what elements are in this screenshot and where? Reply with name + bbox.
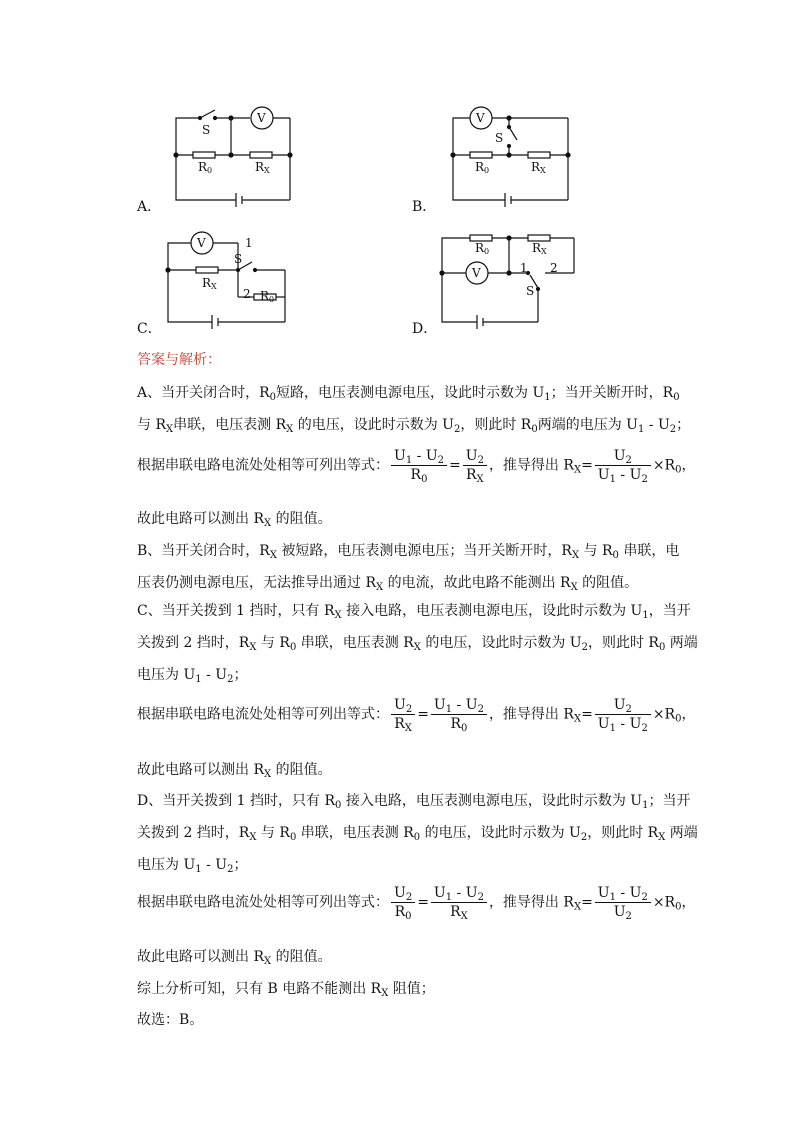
- switch-b: [509, 127, 517, 140]
- label-c-meter: V: [197, 236, 206, 250]
- para-d-line3: 电压为 $U_1 - U_2$；: [137, 857, 248, 875]
- resistor-r0-b: [470, 152, 492, 158]
- resistor-rx-b: [528, 152, 550, 158]
- resistor-rx-c: [196, 267, 218, 273]
- answer-heading: 答案与解析：: [137, 352, 221, 368]
- formula-a: 根据串联电路电流处处相等可列出等式： $\frac{U_1 - U_2}{R_0}$ = $\frac{U_2}{R_X}$ ，推导得出 $R_X=$ $\frac{U_2}{U_1 - U_2}$ $\times R_0$，: [137, 448, 696, 485]
- para-c-line1: C、当开关拨到 1 挡时，只有 $R_X$ 接入电路，电压表测电源电压，设此时示数为 $U_1$，当开: [137, 603, 691, 621]
- para-c-line2: 关拨到 2 挡时，$R_X$ 与 $R_0$ 串联，电压表测 $R_X$ 的电压，设此时示数为 $U_2$，则此时 $R_0$ 两端: [137, 635, 698, 653]
- label-d-switch: S: [526, 284, 535, 298]
- circuit-d: [440, 235, 574, 329]
- label-c-pos2: 2: [243, 287, 251, 301]
- label-b-meter: V: [476, 111, 485, 125]
- resistor-r0-a: [193, 152, 215, 158]
- switch-a: [200, 110, 215, 118]
- summary-line: 综上分析可知，只有 B 电路不能测出 $R_X$ 阻值；: [137, 981, 435, 999]
- circuit-diagrams: [0, 0, 794, 345]
- formula-d: 根据串联电路电流处处相等可列出等式： $\frac{U_2}{R_0}$ = $\frac{U_1 - U_2}{R_X}$ ，推导得出 $R_X=$ $\frac{U_1 - U_2}{U_2}$ $\times R_0$，: [137, 885, 696, 922]
- para-b-line2: 压表仍测电源电压，无法推导出通过 $R_X$ 的电流，故此电路不能测出 $R_X$ 的阻值。: [137, 575, 639, 593]
- circuit-c: [166, 232, 285, 329]
- label-d-pos2: 2: [550, 261, 558, 275]
- circuit-b: [451, 107, 570, 207]
- para-b-line1: B、当开关闭合时，$R_X$ 被短路，电压表测电源电压；当开关断开时，$R_X$ 与 $R_0$ 串联，电: [137, 543, 680, 561]
- label-c-switch: S: [234, 252, 243, 266]
- para-a-line2: 与 $R_X$串联，电压表测 $R_X$ 的电压，设此时示数为 $U_2$，则此时 $R_0$两端的电压为 $U_1 - U_2$；: [137, 417, 691, 435]
- label-b-rx: RX: [531, 160, 546, 175]
- option-a-label: A．: [137, 199, 162, 215]
- para-c-conclusion: 故此电路可以测出 $R_X$ 的阻值。: [137, 762, 332, 780]
- option-c-label: C．: [137, 321, 162, 337]
- option-d-label: D．: [412, 321, 438, 337]
- para-c-line3: 电压为 $U_1 - U_2$；: [137, 667, 248, 685]
- label-a-meter: V: [257, 111, 266, 125]
- label-a-rx: RX: [255, 160, 270, 175]
- label-c-r0: R0: [260, 289, 275, 304]
- para-d-line2: 关拨到 2 挡时，$R_X$ 与 $R_0$ 串联，电压表测 $R_0$ 的电压，设此时示数为 $U_2$，则此时 $R_X$ 两端: [137, 825, 698, 843]
- para-a-line1: A、当开关闭合时，$R_0$短路，电压表测电源电压，设此时示数为 $U_1$；当开关断开时，$R_0$: [137, 385, 680, 403]
- label-d-pos1: 1: [520, 261, 528, 275]
- label-a-r0: R0: [198, 160, 213, 175]
- label-c-rx: RX: [202, 276, 217, 291]
- circuit-a: [174, 107, 292, 207]
- label-a-switch: S: [202, 123, 211, 137]
- label-d-meter: V: [472, 266, 481, 280]
- label-d-r0: R0: [475, 241, 490, 256]
- label-c-pos1: 1: [245, 236, 253, 250]
- option-b-label: B．: [412, 199, 437, 215]
- label-d-rx: RX: [532, 241, 547, 256]
- para-d-line1: D、当开关拨到 1 挡时，只有 $R_0$ 接入电路，电压表测电源电压，设此时示数为 $U_1$；当开: [137, 793, 691, 811]
- para-a-conclusion: 故此电路可以测出 $R_X$ 的阻值。: [137, 511, 332, 529]
- formula-c: 根据串联电路电流处处相等可列出等式： $\frac{U_2}{R_X}$ = $\frac{U_1 - U_2}{R_0}$ ，推导得出 $R_X=$ $\frac{U_2}{U_1 - U_2}$ $\times R_0$，: [137, 697, 696, 734]
- final-choice: 故选：B。: [137, 1012, 204, 1028]
- label-b-r0: R0: [475, 160, 490, 175]
- label-b-switch: S: [495, 131, 504, 145]
- para-d-conclusion: 故此电路可以测出 $R_X$ 的阻值。: [137, 949, 332, 967]
- resistor-rx-a: [250, 152, 272, 158]
